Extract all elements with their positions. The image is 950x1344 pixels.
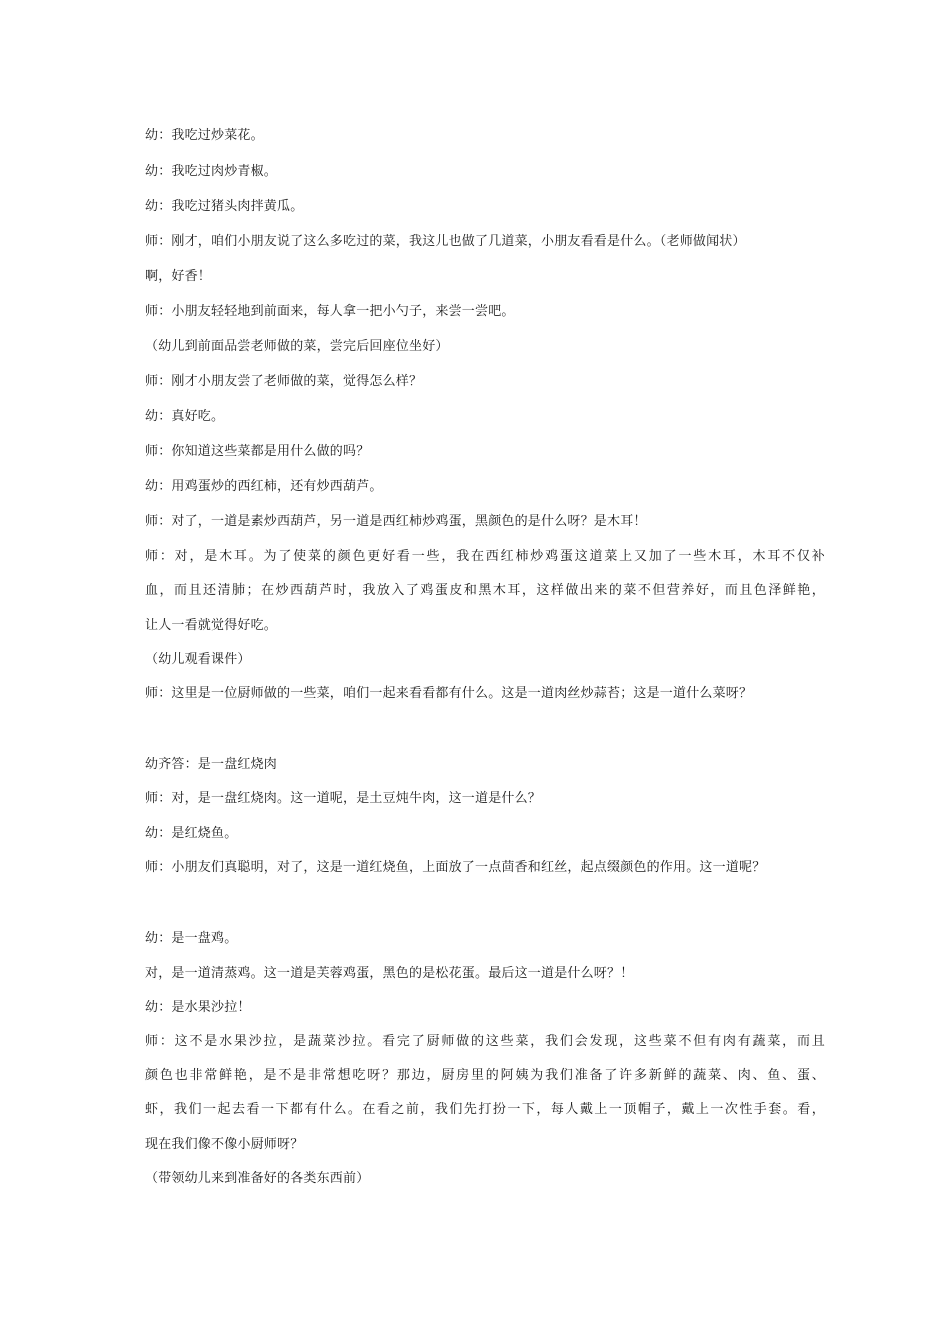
- paragraph: 幼：是红烧鱼。: [145, 826, 238, 841]
- paragraph: 让人一看就觉得好吃。: [145, 618, 278, 633]
- paragraph: 师：刚才小朋友尝了老师做的菜，觉得怎么样？: [145, 374, 423, 389]
- paragraph: 虾，我们一起去看一下都有什么。在看之前，我们先打扮一下，每人戴上一顶帽子，戴上一次性手套。看，: [145, 1102, 825, 1117]
- paragraph: 师：你知道这些菜都是用什么做的吗？: [145, 444, 370, 459]
- paragraph: 幼：是一盘鸡。: [145, 931, 238, 946]
- paragraph: 幼：我吃过炒菜花。: [145, 128, 264, 143]
- paragraph: 幼齐答：是一盘红烧肉: [145, 757, 278, 772]
- paragraph: 啊，好香！: [145, 269, 212, 284]
- paragraph: 师：对，是木耳。为了使菜的颜色更好看一些，我在西红柿炒鸡蛋这道菜上又加了一些木耳，木耳不仅补: [145, 549, 825, 564]
- paragraph: 对，是一道清蒸鸡。这一道是芙蓉鸡蛋，黑色的是松花蛋。最后这一道是什么呀？！: [145, 966, 634, 981]
- paragraph: 现在我们像不像小厨师呀？: [145, 1137, 304, 1152]
- paragraph: 师：对，是一盘红烧肉。这一道呢，是土豆炖牛肉，这一道是什么？: [145, 791, 542, 806]
- paragraph: 颜色也非常鲜艳，是不是非常想吃呀？那边，厨房里的阿姨为我们准备了许多新鲜的蔬菜、肉、鱼、蛋、: [145, 1068, 825, 1083]
- paragraph: 幼：是水果沙拉！: [145, 1000, 251, 1015]
- paragraph: （幼儿观看课件）: [145, 652, 251, 667]
- paragraph: （幼儿到前面品尝老师做的菜，尝完后回座位坐好）: [145, 339, 449, 354]
- paragraph: 幼：用鸡蛋炒的西红柿，还有炒西葫芦。: [145, 479, 383, 494]
- paragraph: 师：刚才，咱们小朋友说了这么多吃过的菜，我这儿也做了几道菜，小朋友看看是什么。（老师做闻状）: [145, 234, 746, 249]
- paragraph: 幼：我吃过猪头肉拌黄瓜。: [145, 199, 304, 214]
- paragraph: 师：这不是水果沙拉，是蔬菜沙拉。看完了厨师做的这些菜，我们会发现，这些菜不但有肉有蔬菜，而且: [145, 1034, 825, 1049]
- paragraph: 师：小朋友轻轻地到前面来，每人拿一把小勺子，来尝一尝吧。: [145, 304, 515, 319]
- paragraph: 血，而且还清肺；在炒西葫芦时，我放入了鸡蛋皮和黑木耳，这样做出来的菜不但营养好，而且色泽鲜艳，: [145, 583, 825, 598]
- paragraph: 幼：我吃过肉炒青椒。: [145, 164, 278, 179]
- paragraph: （带领幼儿来到准备好的各类东西前）: [145, 1171, 370, 1186]
- paragraph: 师：这里是一位厨师做的一些菜，咱们一起来看看都有什么。这是一道肉丝炒蒜苔；这是一道什么菜呀？: [145, 686, 753, 701]
- paragraph: 幼：真好吃。: [145, 409, 225, 424]
- paragraph: 师：小朋友们真聪明，对了，这是一道红烧鱼，上面放了一点茴香和红丝，起点缀颜色的作用。这一道呢？: [145, 860, 766, 875]
- paragraph: 师：对了，一道是素炒西葫芦，另一道是西红柿炒鸡蛋，黑颜色的是什么呀？是木耳！: [145, 514, 647, 529]
